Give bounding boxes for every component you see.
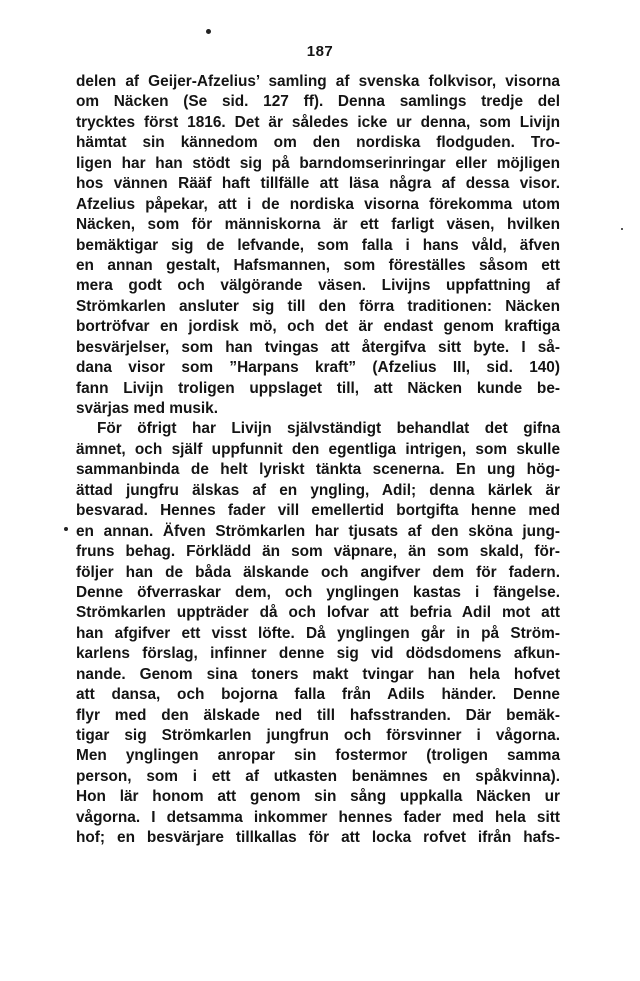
- text-line: vågorna. I detsamma inkommer hennes fader med hela sitt: [76, 808, 560, 826]
- body-text: [76, 72, 560, 849]
- text-line: Denne öfverraskar dem, och ynglingen kastas i fängelse.: [76, 583, 560, 601]
- text-line: bortröfvar en jordisk mö, och det är endast genom kraftiga: [76, 318, 560, 336]
- text-line: karlens förslag, infinner denne sig vid dödsdomens afkun-: [76, 645, 560, 663]
- text-line: Strömkarlen ansluter sig till den förra traditionen: Näcken: [76, 297, 560, 315]
- text-line: hämtat sin kännedom om den nordiska flodguden. Tro-: [76, 134, 560, 152]
- text-line: om Näcken (Se sid. 127 ff). Denna samlings tredje del: [76, 93, 560, 111]
- text-line: fann Livijn troligen uppslaget till, att Näcken kunde be-: [76, 379, 560, 397]
- text-line: För öfrigt har Livijn självständigt behandlat det gifna: [97, 420, 560, 438]
- page-number: 187: [306, 43, 334, 60]
- text-line: svärjas med musik.: [76, 400, 219, 417]
- text-line: dana visor som ”Harpans kraft” (Afzelius III, sid. 140): [76, 359, 560, 377]
- text-line: Men ynglingen anropar sin fostermor (troligen samma: [76, 747, 560, 765]
- paragraph: [76, 72, 560, 419]
- text-line: ämnet, och själf uppfunnit den egentliga intrigen, som skulle: [76, 440, 560, 458]
- text-line: Strömkarlen uppträder då och lofvar att befria Adil mot att: [76, 604, 560, 622]
- text-line: en annan gestalt, Hafsmannen, som föreställes såsom ett: [76, 256, 560, 274]
- text-line: besvarad. Hennes fader vill emellertid bortgifta henne med: [76, 502, 560, 520]
- text-line: Afzelius påpekar, att i de nordiska visorna förekomma utom: [76, 195, 560, 213]
- printing-speck: [206, 29, 211, 34]
- text-line: bemäktigar sig de lefvande, som falla i hans våld, äfven: [76, 236, 560, 254]
- text-line: en annan. Äfven Strömkarlen har tjusats af den sköna jung-: [76, 522, 560, 540]
- text-line: flyr med den älskade ned till hafsstranden. Där bemäk-: [76, 706, 560, 724]
- text-line: sammanbinda de helt lyriskt tänkta scenerna. En ung hög-: [76, 461, 560, 479]
- text-line: mera godt och välgörande väsen. Livijns uppfattning af: [76, 277, 560, 295]
- text-line: han afgifver ett visst löfte. Då ynglingen går in på Ström-: [76, 624, 560, 642]
- text-line: ättad jungfru älskas af en yngling, Adil; denna kärlek är: [76, 481, 560, 499]
- text-line: nande. Genom sina toners makt tvingar han hela hofvet: [76, 665, 560, 683]
- text-line: person, som i ett af utkasten benämnes en spåkvinna).: [76, 767, 560, 785]
- text-line: delen af Geijer-Afzelius’ samling af svenska folkvisor, visorna: [76, 73, 560, 90]
- text-line: följer han de båda älskande och angifver dem för fadern.: [76, 563, 560, 581]
- text-line: hof; en besvärjare tillkallas för att locka rofvet ifrån hafs-: [76, 829, 560, 847]
- text-line: Hon lär honom att genom sin sång uppkalla Näcken ur: [76, 788, 560, 806]
- paragraph: [76, 419, 560, 848]
- printing-speck: [621, 228, 623, 230]
- printing-speck: [64, 527, 68, 531]
- text-line: fruns behag. Förklädd än som väpnare, än som skald, för-: [76, 543, 560, 561]
- text-line: att dansa, och bojorna falla från Adils händer. Denne: [76, 686, 560, 704]
- text-line: Näcken, som för människorna är ett farligt väsen, hvilken: [76, 216, 560, 234]
- text-line: trycktes först 1816. Det är således icke ur denna, som Livijn: [76, 113, 560, 131]
- text-line: tigar sig Strömkarlen jungfrun och försvinner i vågorna.: [76, 727, 560, 744]
- text-line: ligen har han stödt sig på barndomserinringar eller möjligen: [76, 154, 560, 172]
- text-line: besvärjelser, som han tvingas att återgifva sitt byte. I så-: [76, 338, 560, 356]
- text-line: hos vännen Rääf haft tillfälle att läsa några af dessa visor.: [76, 175, 560, 193]
